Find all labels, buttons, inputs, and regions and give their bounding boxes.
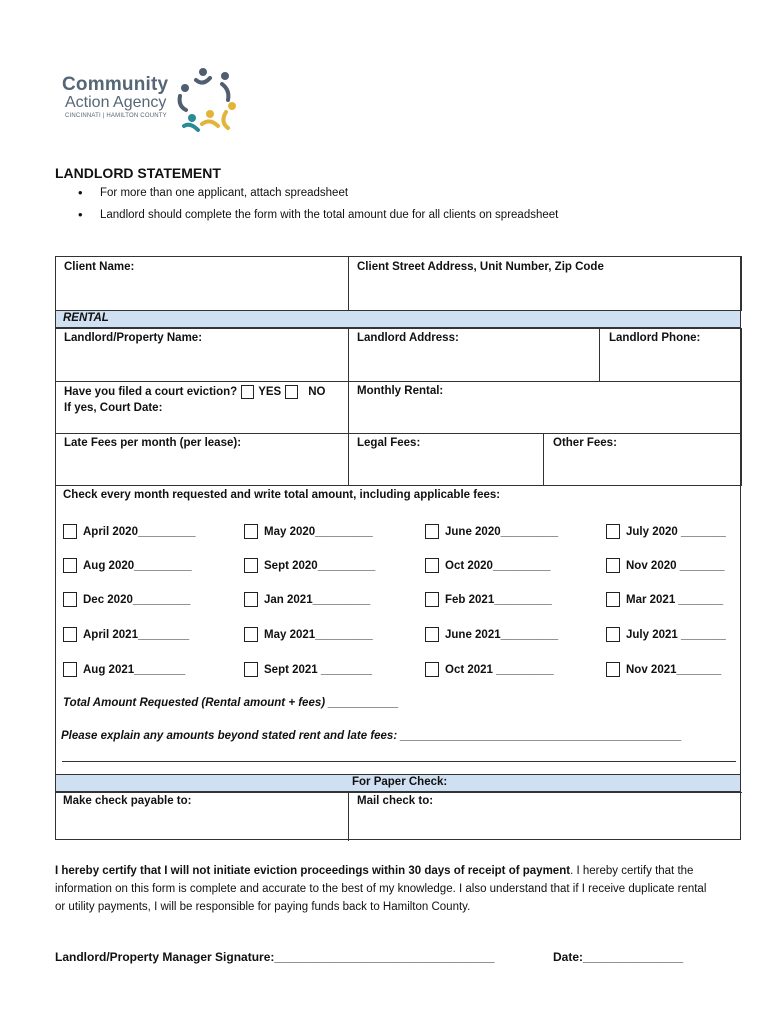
other-fees-field[interactable] bbox=[543, 433, 742, 486]
month-option[interactable] bbox=[63, 662, 185, 677]
month-label: Sept 2021 ________ bbox=[264, 663, 373, 676]
month-checkbox[interactable] bbox=[63, 524, 77, 539]
landlord-name-field[interactable] bbox=[55, 328, 349, 382]
instruction-item: • For more than one applicant, attach spreadsheet bbox=[78, 184, 558, 206]
signature-line[interactable]: Landlord/Property Manager Signature:_________________________________ bbox=[55, 950, 495, 964]
month-checkbox[interactable] bbox=[244, 662, 258, 677]
month-option[interactable] bbox=[244, 592, 370, 607]
landlord-phone-label: Landlord Phone: bbox=[609, 332, 701, 344]
agency-logo bbox=[62, 66, 244, 134]
instruction-item: • Landlord should complete the form with the total amount due for all clients on spreadsheet bbox=[78, 206, 558, 228]
yes-label: YES bbox=[258, 386, 282, 398]
month-option[interactable] bbox=[606, 662, 721, 677]
court-eviction-row bbox=[64, 385, 325, 399]
month-option[interactable] bbox=[606, 524, 726, 539]
certification-text bbox=[55, 862, 715, 916]
month-option[interactable] bbox=[244, 558, 375, 573]
month-option[interactable] bbox=[425, 558, 551, 573]
month-label: June 2021_________ bbox=[445, 628, 559, 641]
no-label: NO bbox=[308, 386, 326, 398]
certification-rest: . I hereby certify that the information on this form is complete and accurate to the best of my knowledge. I also understand that if I receive duplicate rental or utility payments, I will be responsible for paying funds back to Hamilton County. bbox=[55, 865, 707, 913]
month-option[interactable] bbox=[606, 592, 723, 607]
month-checkbox[interactable] bbox=[425, 558, 439, 573]
month-label: Mar 2021 _______ bbox=[626, 593, 724, 606]
monthly-rental-label: Monthly Rental: bbox=[357, 385, 444, 397]
month-checkbox[interactable] bbox=[63, 558, 77, 573]
month-checkbox[interactable] bbox=[244, 558, 258, 573]
payable-to-label: Make check payable to: bbox=[63, 795, 192, 807]
month-option[interactable] bbox=[63, 524, 196, 539]
month-checkbox[interactable] bbox=[606, 662, 620, 677]
landlord-name-label: Landlord/Property Name: bbox=[64, 332, 203, 344]
month-label: Oct 2020_________ bbox=[445, 559, 551, 572]
late-fees-field[interactable] bbox=[55, 433, 349, 486]
mail-to-label: Mail check to: bbox=[357, 795, 434, 807]
month-option[interactable] bbox=[244, 524, 373, 539]
month-label: Aug 2020_________ bbox=[83, 559, 192, 572]
month-option[interactable] bbox=[606, 627, 726, 642]
month-label: Jan 2021_________ bbox=[264, 593, 371, 606]
month-label: June 2020_________ bbox=[445, 525, 559, 538]
landlord-form bbox=[55, 256, 741, 840]
landlord-phone-field[interactable] bbox=[599, 328, 742, 382]
paper-check-label: For Paper Check: bbox=[352, 776, 448, 788]
month-option[interactable] bbox=[425, 662, 554, 677]
month-label: July 2020 _______ bbox=[626, 525, 726, 538]
people-circle-icon bbox=[170, 66, 244, 134]
rental-section-label: RENTAL bbox=[63, 312, 109, 324]
month-option[interactable] bbox=[244, 662, 372, 677]
legal-fees-field[interactable] bbox=[348, 433, 544, 486]
month-checkbox[interactable] bbox=[63, 627, 77, 642]
month-label: Aug 2021________ bbox=[83, 663, 186, 676]
month-label: Feb 2021_________ bbox=[445, 593, 552, 606]
month-label: April 2021________ bbox=[83, 628, 190, 641]
landlord-address-label: Landlord Address: bbox=[357, 332, 459, 344]
month-checkbox[interactable] bbox=[425, 524, 439, 539]
month-option[interactable] bbox=[63, 558, 192, 573]
month-checkbox[interactable] bbox=[63, 592, 77, 607]
month-option[interactable] bbox=[63, 592, 190, 607]
court-date-label: If yes, Court Date: bbox=[64, 402, 163, 414]
client-name-label: Client Name: bbox=[64, 261, 135, 273]
month-option[interactable] bbox=[425, 627, 558, 642]
month-option[interactable] bbox=[425, 524, 558, 539]
month-checkbox[interactable] bbox=[606, 627, 620, 642]
court-eviction-cell bbox=[55, 381, 349, 434]
instructions-list bbox=[78, 184, 558, 228]
month-checkbox[interactable] bbox=[244, 592, 258, 607]
client-address-label: Client Street Address, Unit Number, Zip Code bbox=[357, 261, 604, 273]
client-address-field[interactable] bbox=[348, 256, 742, 311]
mail-to-field[interactable] bbox=[348, 792, 742, 841]
month-option[interactable] bbox=[63, 627, 189, 642]
month-checkbox[interactable] bbox=[606, 592, 620, 607]
month-label: Dec 2020_________ bbox=[83, 593, 191, 606]
month-checkbox[interactable] bbox=[244, 627, 258, 642]
no-checkbox[interactable] bbox=[285, 385, 298, 399]
certification-bold: I hereby certify that I will not initiate eviction proceedings within 30 days of receipt of payment bbox=[55, 865, 571, 877]
payable-to-field[interactable] bbox=[55, 792, 349, 841]
late-fees-label: Late Fees per month (per lease): bbox=[64, 437, 242, 449]
client-name-field[interactable] bbox=[55, 256, 349, 311]
monthly-rental-field[interactable] bbox=[348, 381, 742, 434]
yes-checkbox[interactable] bbox=[241, 385, 254, 399]
check-months-label: Check every month requested and write total amount, including applicable fees: bbox=[63, 489, 501, 501]
logo-line-3: CINCINNATI | HAMILTON COUNTY bbox=[65, 113, 167, 119]
month-label: Nov 2021_______ bbox=[626, 663, 722, 676]
month-label: May 2020_________ bbox=[264, 525, 373, 538]
month-checkbox[interactable] bbox=[244, 524, 258, 539]
month-label: Sept 2020_________ bbox=[264, 559, 376, 572]
month-label: Oct 2021 _________ bbox=[445, 663, 554, 676]
month-checkbox[interactable] bbox=[425, 627, 439, 642]
other-fees-label: Other Fees: bbox=[553, 437, 617, 449]
explain-line[interactable] bbox=[62, 761, 736, 762]
date-line[interactable]: Date:_______________ bbox=[553, 950, 684, 964]
month-label: May 2021_________ bbox=[264, 628, 373, 641]
month-checkbox[interactable] bbox=[606, 558, 620, 573]
month-checkbox[interactable] bbox=[63, 662, 77, 677]
explain-amounts-label: Please explain any amounts beyond stated rent and late fees: ____________________________________________ bbox=[61, 730, 682, 742]
month-label: Nov 2020 _______ bbox=[626, 559, 725, 572]
logo-line-1: Community bbox=[62, 74, 169, 95]
court-eviction-label: Have you filed a court eviction? bbox=[64, 386, 238, 398]
page-title: LANDLORD STATEMENT bbox=[55, 165, 221, 181]
legal-fees-label: Legal Fees: bbox=[357, 437, 421, 449]
month-option[interactable] bbox=[606, 558, 724, 573]
month-option[interactable] bbox=[244, 627, 373, 642]
month-label: July 2021 _______ bbox=[626, 628, 726, 641]
month-checkbox[interactable] bbox=[425, 592, 439, 607]
month-checkbox[interactable] bbox=[425, 662, 439, 677]
month-checkbox[interactable] bbox=[606, 524, 620, 539]
rental-section-band bbox=[56, 310, 740, 328]
month-label: April 2020_________ bbox=[83, 525, 196, 538]
month-option[interactable] bbox=[425, 592, 552, 607]
paper-check-band bbox=[56, 774, 740, 792]
total-requested-label: Total Amount Requested (Rental amount + fees) ___________ bbox=[63, 697, 399, 709]
landlord-address-field[interactable] bbox=[348, 328, 600, 382]
logo-line-2: Action Agency bbox=[65, 94, 167, 111]
